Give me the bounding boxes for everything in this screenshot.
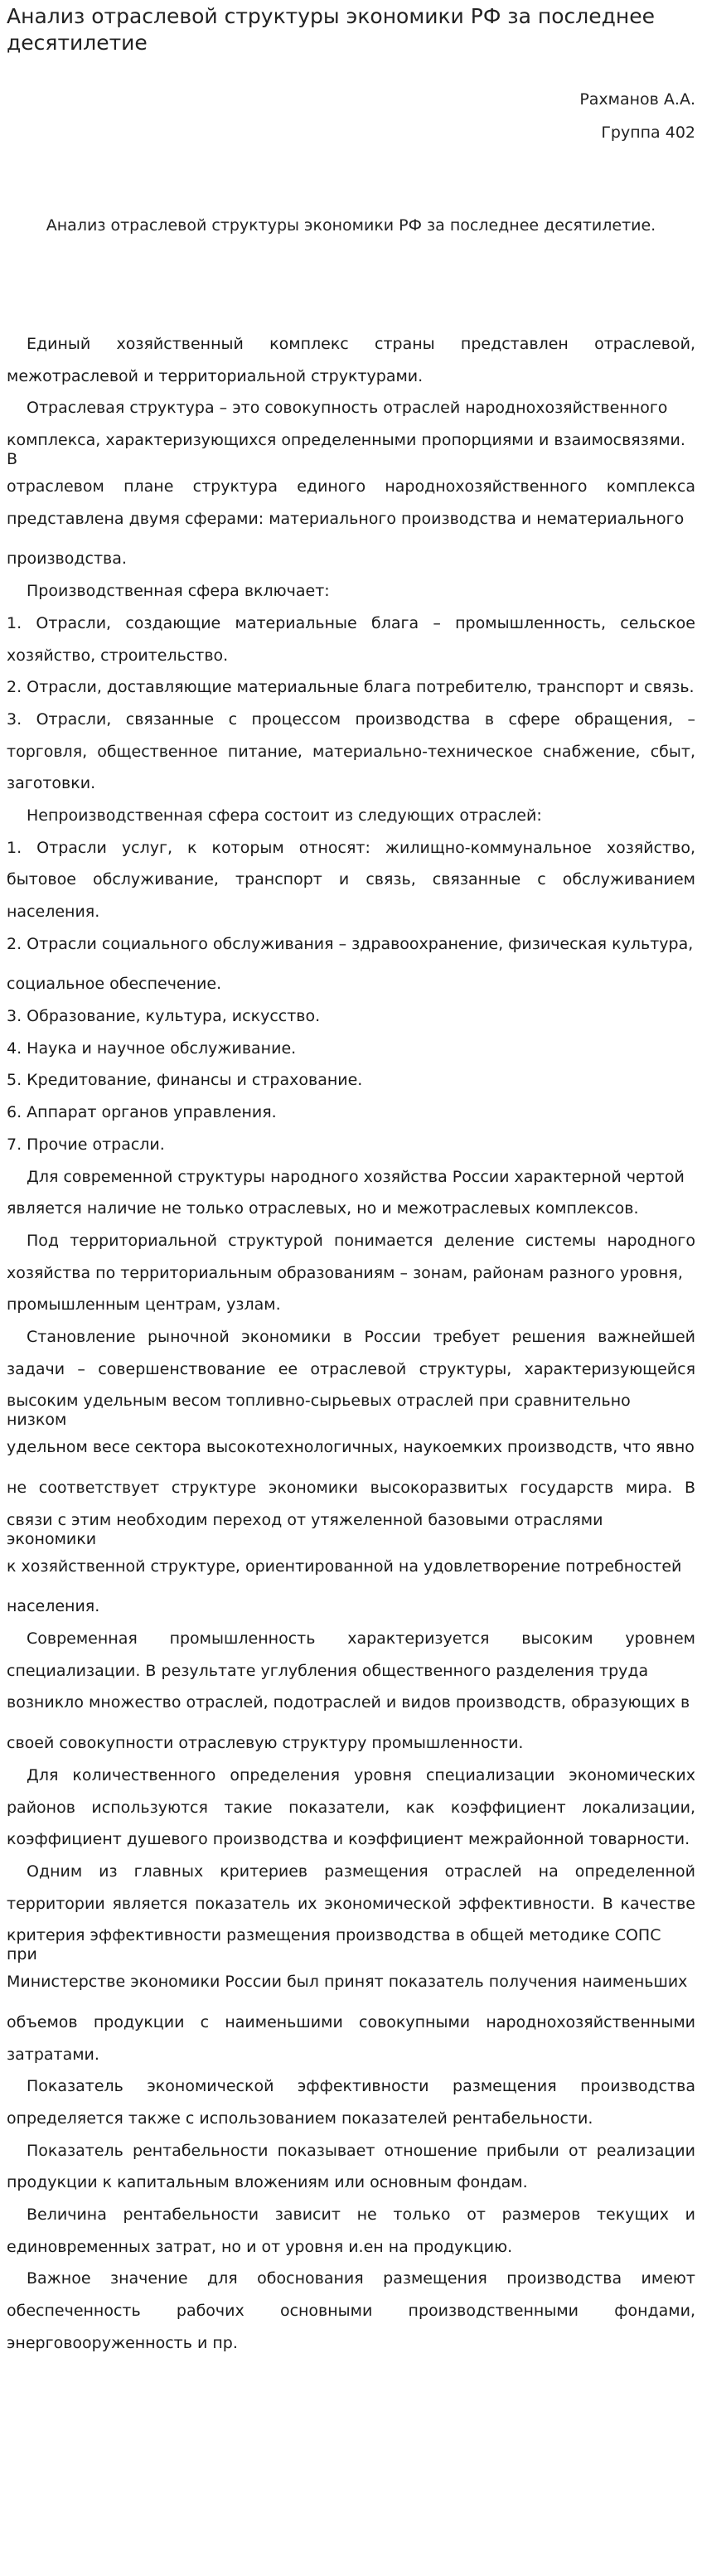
text-line: задачи – совершенствование ее отраслевой структуры, характеризующейся <box>7 1359 695 1378</box>
text-line: 3. Образование, культура, искусство. <box>7 1007 321 1026</box>
text-line: 7. Прочие отрасли. <box>7 1135 165 1154</box>
text-line: 6. Аппарат органов управления. <box>7 1103 277 1122</box>
text-line: удельном весе сектора высокотехнологичных, наукоемких производств, что явно <box>7 1438 695 1457</box>
text-line: населения. <box>7 903 100 921</box>
text-line: Для количественного определения уровня специализации экономических <box>27 1765 695 1784</box>
text-line: продукции к капитальным вложениям или основным фондам. <box>7 2173 528 2192</box>
text-line: межотраслевой и территориальной структурами. <box>7 366 424 385</box>
text-line: отраслевом плане структура единого народнохозяйственного комплекса <box>7 477 695 496</box>
text-line: районов используются такие показатели, как коэффициент локализации, <box>7 1798 695 1817</box>
page-title: Анализ отраслевой структуры экономики РФ за последнее десятилетие <box>7 4 655 55</box>
text-line: 1. Отрасли, создающие материальные блага – промышленность, сельское <box>7 613 695 632</box>
text-line: Одним из главных критериев размещения отраслей на определенной <box>27 1862 695 1881</box>
text-line: энерговооруженность и пр. <box>7 2333 238 2352</box>
text-line: Единый хозяйственный комплекс страны представлен отраслевой, <box>27 335 695 353</box>
text-line: затратами. <box>7 2045 99 2064</box>
text-line: Министерстве экономики России был принят показатель получения наименьших <box>7 1973 688 1992</box>
text-line: промышленным центрам, узлам. <box>7 1295 281 1315</box>
text-line: специализации. В результате углубления общественного разделения труда <box>7 1661 649 1680</box>
text-line: высоким удельным весом топливно-сырьевых отраслей при сравнительно низком <box>7 1392 631 1430</box>
text-line: объемов продукции с наименьшими совокупными народнохозяйственными <box>7 2012 695 2031</box>
text-line: критерия эффективности размещения производства в общей методике СОПС при <box>7 1926 661 1964</box>
text-line: 2. Отрасли социального обслуживания – здравоохранение, физическая культура, <box>7 934 694 953</box>
text-line: к хозяйственной структуре, ориентированной на удовлетворение потребностей <box>7 1557 682 1576</box>
document-body <box>7 335 695 2366</box>
text-line: 1. Отрасли услуг, к которым относят: жилищно-коммунальное хозяйство, <box>7 838 695 857</box>
text-line: торговля, общественное питание, материально-техническое снабжение, сбыт, <box>7 742 695 761</box>
text-line: определяется также с использованием показателей рентабельности. <box>7 2109 593 2128</box>
text-line: хозяйство, строительство. <box>7 646 229 665</box>
text-line: своей совокупности отраслевую структуру промышленности. <box>7 1734 524 1753</box>
text-line: возникло множество отраслей, подотраслей и видов производств, образующих в <box>7 1693 690 1712</box>
text-line: населения. <box>7 1597 100 1616</box>
student-group: Группа 402 <box>601 123 695 142</box>
text-line: 5. Кредитование, финансы и страхование. <box>7 1071 363 1090</box>
text-line: 4. Наука и научное обслуживание. <box>7 1039 297 1058</box>
author-block <box>579 83 695 149</box>
text-line: бытовое обслуживание, транспорт и связь, связанные с обслуживанием <box>7 870 695 889</box>
text-line: представлена двумя сферами: материального производства и нематериального <box>7 509 685 528</box>
text-line: производства. <box>7 550 127 569</box>
text-line: Показатель рентабельности показывает отношение прибыли от реализации <box>27 2141 695 2160</box>
text-line: обеспеченность рабочих основными производственными фондами, <box>7 2302 695 2321</box>
text-line: Становление рыночной экономики в России требует решения важнейшей <box>27 1327 695 1346</box>
text-line: коэффициент душевого производства и коэффициент межрайонной товарности. <box>7 1830 690 1849</box>
text-line: единовременных затрат, но и от уровня и.ен на продукцию. <box>7 2237 513 2256</box>
text-line: 2. Отрасли, доставляющие материальные блага потребителю, транспорт и связь. <box>7 678 695 697</box>
text-line: Величина рентабельности зависит не только от размеров текущих и <box>27 2206 695 2225</box>
text-line: Отраслевая структура – это совокупность отраслей народнохозяйственного <box>27 399 668 418</box>
text-line: Под территориальной структурой понимается деление системы народного <box>27 1231 695 1250</box>
text-line: территории является показатель их экономической эффективности. В качестве <box>7 1894 695 1913</box>
text-line: комплекса, характеризующихся определенными пропорциями и взаимосвязями. В <box>7 431 685 469</box>
text-line: заготовки. <box>7 774 96 793</box>
author-name: Рахманов А.А. <box>579 90 695 109</box>
text-line: является наличие не только отраслевых, но и межотраслевых комплексов. <box>7 1199 639 1218</box>
text-line: Современная промышленность характеризуется высоким уровнем <box>27 1629 695 1649</box>
text-line: Производственная сфера включает: <box>27 582 330 601</box>
text-line: связи с этим необходим переход от утяжеленной базовыми отраслями экономики <box>7 1510 603 1548</box>
text-line: 3. Отрасли, связанные с процессом производства в сфере обращения, – <box>7 709 695 729</box>
text-line: не соответствует структуре экономики высокоразвитых государств мира. В <box>7 1479 695 1497</box>
text-line: Показатель экономической эффективности размещения производства <box>27 2077 695 2096</box>
document-heading: Анализ отраслевой структуры экономики РФ за последнее десятилетие. <box>46 216 656 235</box>
text-line: социальное обеспечение. <box>7 975 222 994</box>
text-line: Для современной структуры народного хозяйства России характерной чертой <box>27 1167 685 1186</box>
text-line: Важное значение для обоснования размещения производства имеют <box>27 2269 695 2288</box>
text-line: хозяйства по территориальным образованиям – зонам, районам разного уровня, <box>7 1263 683 1282</box>
text-line: Непроизводственная сфера состоит из следующих отраслей: <box>27 806 542 825</box>
